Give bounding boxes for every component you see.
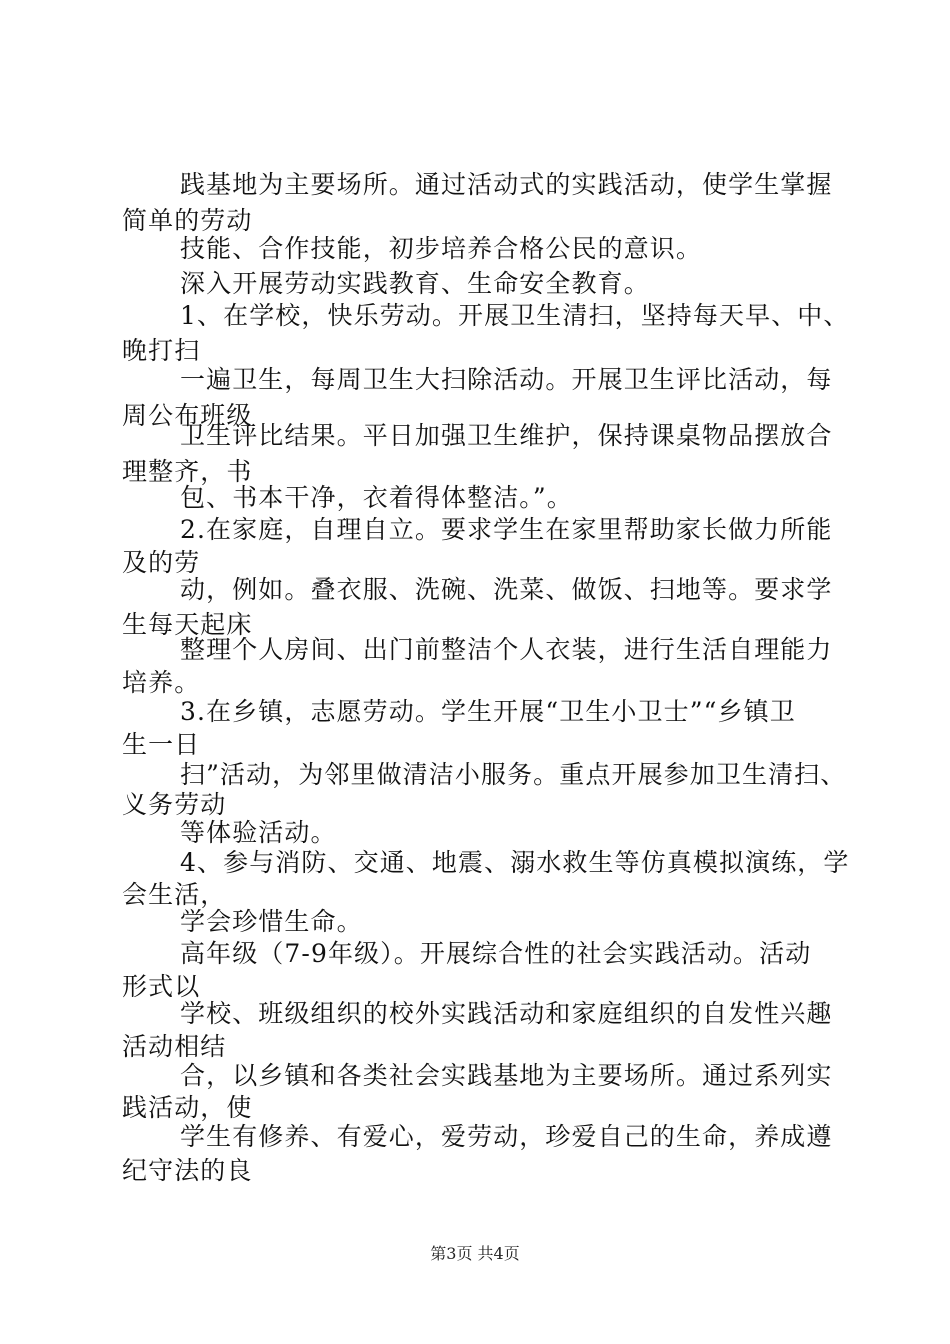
text-line: 践基地为主要场所。通过活动式的实践活动，使学生掌握 (180, 170, 833, 199)
page-number-footer: 第3页 共4页 (430, 1244, 520, 1263)
text-line: 生每天起床 (122, 610, 253, 639)
text-line: 简单的劳动 (122, 206, 253, 235)
text-line: 学生有修养、有爱心，爱劳动，珍爱自己的生命，养成遵 (180, 1122, 833, 1151)
text-line: 培养。 (122, 668, 201, 697)
text-line: 包、书本干净，衣着得体整洁。”。 (180, 483, 573, 512)
text-line: 学校、班级组织的校外实践活动和家庭组织的自发性兴趣 (180, 999, 833, 1028)
text-line: 纪守法的良 (122, 1156, 253, 1185)
text-line: 晚打扫 (122, 336, 201, 365)
text-line: 等体验活动。 (180, 818, 337, 847)
text-line: 合，以乡镇和各类社会实践基地为主要场所。通过系列实 (180, 1061, 833, 1090)
text-line: 卫生评比结果。平日加强卫生维护，保持课桌物品摆放合 (180, 421, 833, 450)
text-line: 高年级（7-9年级）。开展综合性的社会实践活动。活动 (180, 939, 812, 968)
text-line: 4、参与消防、交通、地震、溺水救生等仿真模拟演练，学 (180, 848, 850, 877)
text-line: 深入开展劳动实践教育、生命安全教育。 (180, 269, 650, 298)
text-line: 践活动，使 (122, 1093, 253, 1122)
text-line: 一遍卫生，每周卫生大扫除活动。开展卫生评比活动，每 (180, 365, 833, 394)
text-line: 技能、合作技能，初步培养合格公民的意识。 (180, 234, 703, 263)
text-line: 生一日 (122, 730, 201, 759)
text-line: 2.在家庭，自理自立。要求学生在家里帮助家长做力所能 (180, 515, 833, 544)
text-line: 形式以 (122, 972, 201, 1001)
text-line: 理整齐，书 (122, 457, 253, 486)
text-line: 会生活， (122, 880, 227, 909)
text-line: 周公布班级 (122, 401, 253, 430)
text-line: 扫”活动，为邻里做清洁小服务。重点开展参加卫生清扫、 (180, 760, 847, 789)
text-line: 整理个人房间、出门前整洁个人衣装，进行生活自理能力 (180, 635, 833, 664)
text-line: 及的劳 (122, 548, 201, 577)
text-line: 学会珍惜生命。 (180, 907, 363, 936)
text-line: 义务劳动 (122, 790, 227, 819)
text-line: 3.在乡镇，志愿劳动。学生开展“卫生小卫士”“乡镇卫 (180, 697, 796, 726)
text-line: 1、在学校，快乐劳动。开展卫生清扫，坚持每天早、中、 (180, 301, 850, 330)
text-line: 动，例如。叠衣服、洗碗、洗菜、做饭、扫地等。要求学 (180, 575, 833, 604)
text-line: 活动相结 (122, 1032, 227, 1061)
